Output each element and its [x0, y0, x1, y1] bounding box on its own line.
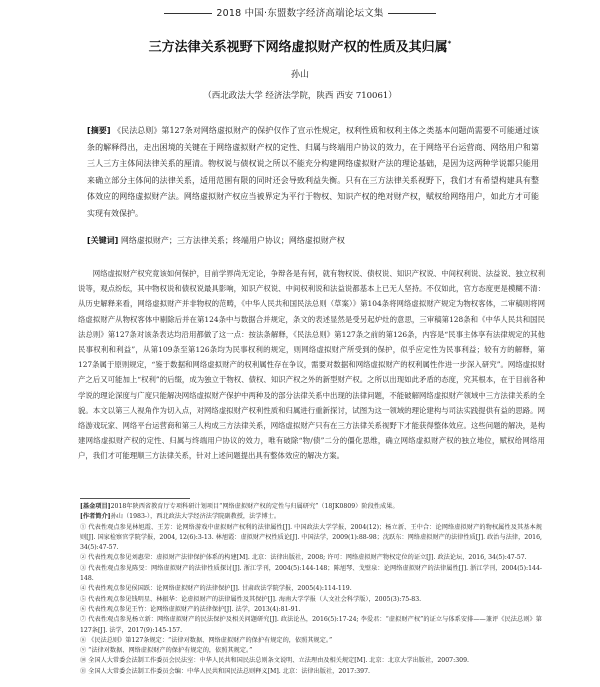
fund-note: [80, 502, 542, 512]
abstract-label: [摘要]: [87, 126, 111, 135]
footnote-item: ① 代表性观点参见林旭霞、王芳：论网络游戏中虚拟财产权利的法律属性[J]. 中国政法大学学报，2004(12)；杨立新、王中合：论网络虚拟财产的物权属性及其基本规则[J]. 国家检察官学院学报，2004, 12(6):3-13. 林旭霞：虚拟财产权性质论[J]. 中国法学，2009(1):88-98；沈跃东：网络虚拟财产的法律性质[J]. 政治与法律，2016, 34(5):47-57.: [80, 523, 542, 552]
footnote-item: ④ 代表性观点参见侯国跃：论网络虚拟财产的法律保护[J]. 甘肃政法学院学报，2005(4):114-119.: [80, 585, 352, 593]
title-text: 三方法律关系视野下网络虚拟财产权的性质及其归属: [148, 40, 448, 55]
keywords-text: 网络虚拟财产；三方法律关系；终端用户协议；网络虚拟财产权: [120, 236, 345, 245]
footnote-item: ⑨ “法律对数据、网络虚拟财产的保护有规定的，依照其规定。”: [80, 647, 253, 655]
footnotes: [80, 502, 542, 677]
abstract: [87, 123, 539, 222]
running-head: [0, 5, 600, 19]
author-bio-note: [80, 512, 542, 522]
bio-text: 孙山（1983-），西北政法大学经济法学院副教授，法学博士。: [110, 513, 281, 521]
left-rule: [164, 13, 212, 14]
body-paragraph: 网络虚拟财产权究竟该如何保护，目前学界尚无定论，争辩各是有何，就有物权说、债权说、知识产权说、中间权利说、法益说、独立权利说等，观点纷纭，其中物权说和债权说最具影响，知识产权说、中间权利说和法益说都基本上已无人坚持。不仅如此，官方态度更是模糊不清：从历史解释来看，网络虚拟财产并非物权的范畴，《中华人民共和国民法总则（草案）》第104条将网络虚拟财产规定为物权客体，二审稿则将网络虚拟财产从物权客体中剔除后并在第124条中与数据合并规定，条文的表述显然是受另起炉灶的意思，三审稿第128条和《中华人民共和国民法总则》第127条对该条表达均沿用都做了这一点：按法条解释，《民法总则》第127条之前的第126条，内容是“民事主体享有法律规定的其他民事权利和利益”，从第109条至第126条均为民事权利的规定，则网络虚拟财产所受到的保护，似乎应定性为民事利益；较有方的解释，第127条属于原则规定，“鉴于数据和网络虚拟财产的权利属性存在争议，需要对数据和网络虚拟财产的权利属性作进一步深入研究”。网络虚拟财产之后又可能加上“权利”的后缀，成为独立于物权、债权、知识产权之外的新型财产权。之所以出现如此矛盾的态度，究其根本，在于目前各种学说的理论深度与广度只能解决网络虚拟财产保护中两种及的部分法律关系中出现的法律问题，不能破解网络虚拟财产领域中三方法律关系的全貌。本文以第三人视角作为切入点，对网络虚拟财产权利性质和归属进行重新探讨，试图为这一领域的理论建构与司法实践提供有益的思路。网络游戏玩家、网络平台运营商和第三人构成三方法律关系，网络虚拟财产只有在三方法律关系视野下才能获得整体效应。这些问题的解决，是构建网络虚拟财产权的定性、归属与终端用户协议的效力，唯有破除“物/债”二分的僵化思维，确立网络虚拟财产权的独立地位，赋权给网络用户，我们才可能理顺三方法律关系，针对上述问题提出具有整体效应的解决方案。: [78, 269, 545, 461]
footnote-item: ⑩ 全国人大常委会法制工作委员会民法室：中华人民共和国民法总则条文说明、立法理由及相关规定[M]. 北京：北京大学出版社，2007:309.: [80, 657, 469, 665]
author: 孙山: [290, 70, 309, 80]
footnote-item: ⑦ 代表性观点参见杨立新：网络虚拟财产的民法保护及相关问题研究[J]. 政法论丛，2016(5):17-24; 李爱君：“虚拟财产权”的证立与体系安排——兼评《民法总则》第127条[J]. 法学，2017(9):145-157.: [80, 616, 542, 634]
fund-label: [基金项目]: [80, 503, 111, 510]
title-footnote-mark: *: [447, 39, 452, 48]
footnote-item: ② 代表性观点参见刘惠荣：虚拟财产法律保护体系的构建[M]. 北京：法律出版社，2008; 许可：网络虚拟财产物权定位的证立[J]. 政法论坛，2016, 34(5):47-57.: [80, 554, 527, 562]
footnote-item: ⑤ 代表性观点参见钱明星、林振华：论虚拟财产的法律属性及其保护[J]. 海南大学学报（人文社会科学版），2005(3):75-83.: [80, 595, 422, 603]
running-head-text: 2018 中国·东盟数字经济高端论坛文集: [216, 8, 384, 19]
footnote-item: ⑥ 代表性观点参见王竹：论网络虚拟财产的法律保护[J]. 法学，2013(4):81-91.: [80, 605, 301, 613]
keywords-label: [关键词]: [87, 236, 119, 245]
keywords: [87, 234, 539, 248]
footnote-divider: [80, 498, 190, 499]
footnote-item: ⑪ 全国人大常委会法制工作委员会编：中华人民共和国民法总则释义[M]. 北京：法律出版社，2017:397.: [80, 667, 370, 675]
abstract-text: 《民法总则》第127条对网络虚拟财产的保护仅作了宣示性规定，权利性质和权利主体之类基本问题尚需要不可能通过该条的解释得出，走出困境的关键在于网络虚拟财产权的定性、归属与终端用户协议的效力，在于网络平台运营商、网络用户和第三人三方主体间法律关系的厘清。物权说与债权说之所以不能充分构建网络虚拟财产法的理论基础，是因为这两种学说都只能用来确立部分主体间的法律关系，适用范围有限的同时还会导致利益失衡。只有在三方法律关系视野下，我们才有希望构建具有整体效应的网络虚拟财产法。网络虚拟财产权应当被界定为平行于物权、知识产权的绝对财产权，赋权给网络用户，如此方才可能实现有效保护。: [87, 126, 540, 218]
bio-label: [作者简介]: [80, 513, 111, 521]
footnote-item: ③ 代表性观点参见陈旻：网络虚拟财产的法律性质探讨[J]. 浙江学刊，2004(5):144-148；陈旭琴、戈壁泉：论网络虚拟财产的法律属性[J]. 浙江学刊，2004(5):144-148.: [80, 564, 542, 583]
affiliation: （西北政法大学 经济法学院，陕西 西安 710061）: [203, 91, 397, 101]
fund-text: 2018年陕西省教育厅专项科研计划项目“网络虚拟财产权的定性与归属研究”（18JK0809）阶段性成果。: [110, 503, 399, 510]
right-rule: [388, 13, 436, 14]
article-title: [0, 36, 600, 55]
footnote-item: ⑧ 《民法总则》第127条规定：“法律对数据、网络虚拟财产的保护有规定的，依照其规定。”: [80, 636, 333, 644]
